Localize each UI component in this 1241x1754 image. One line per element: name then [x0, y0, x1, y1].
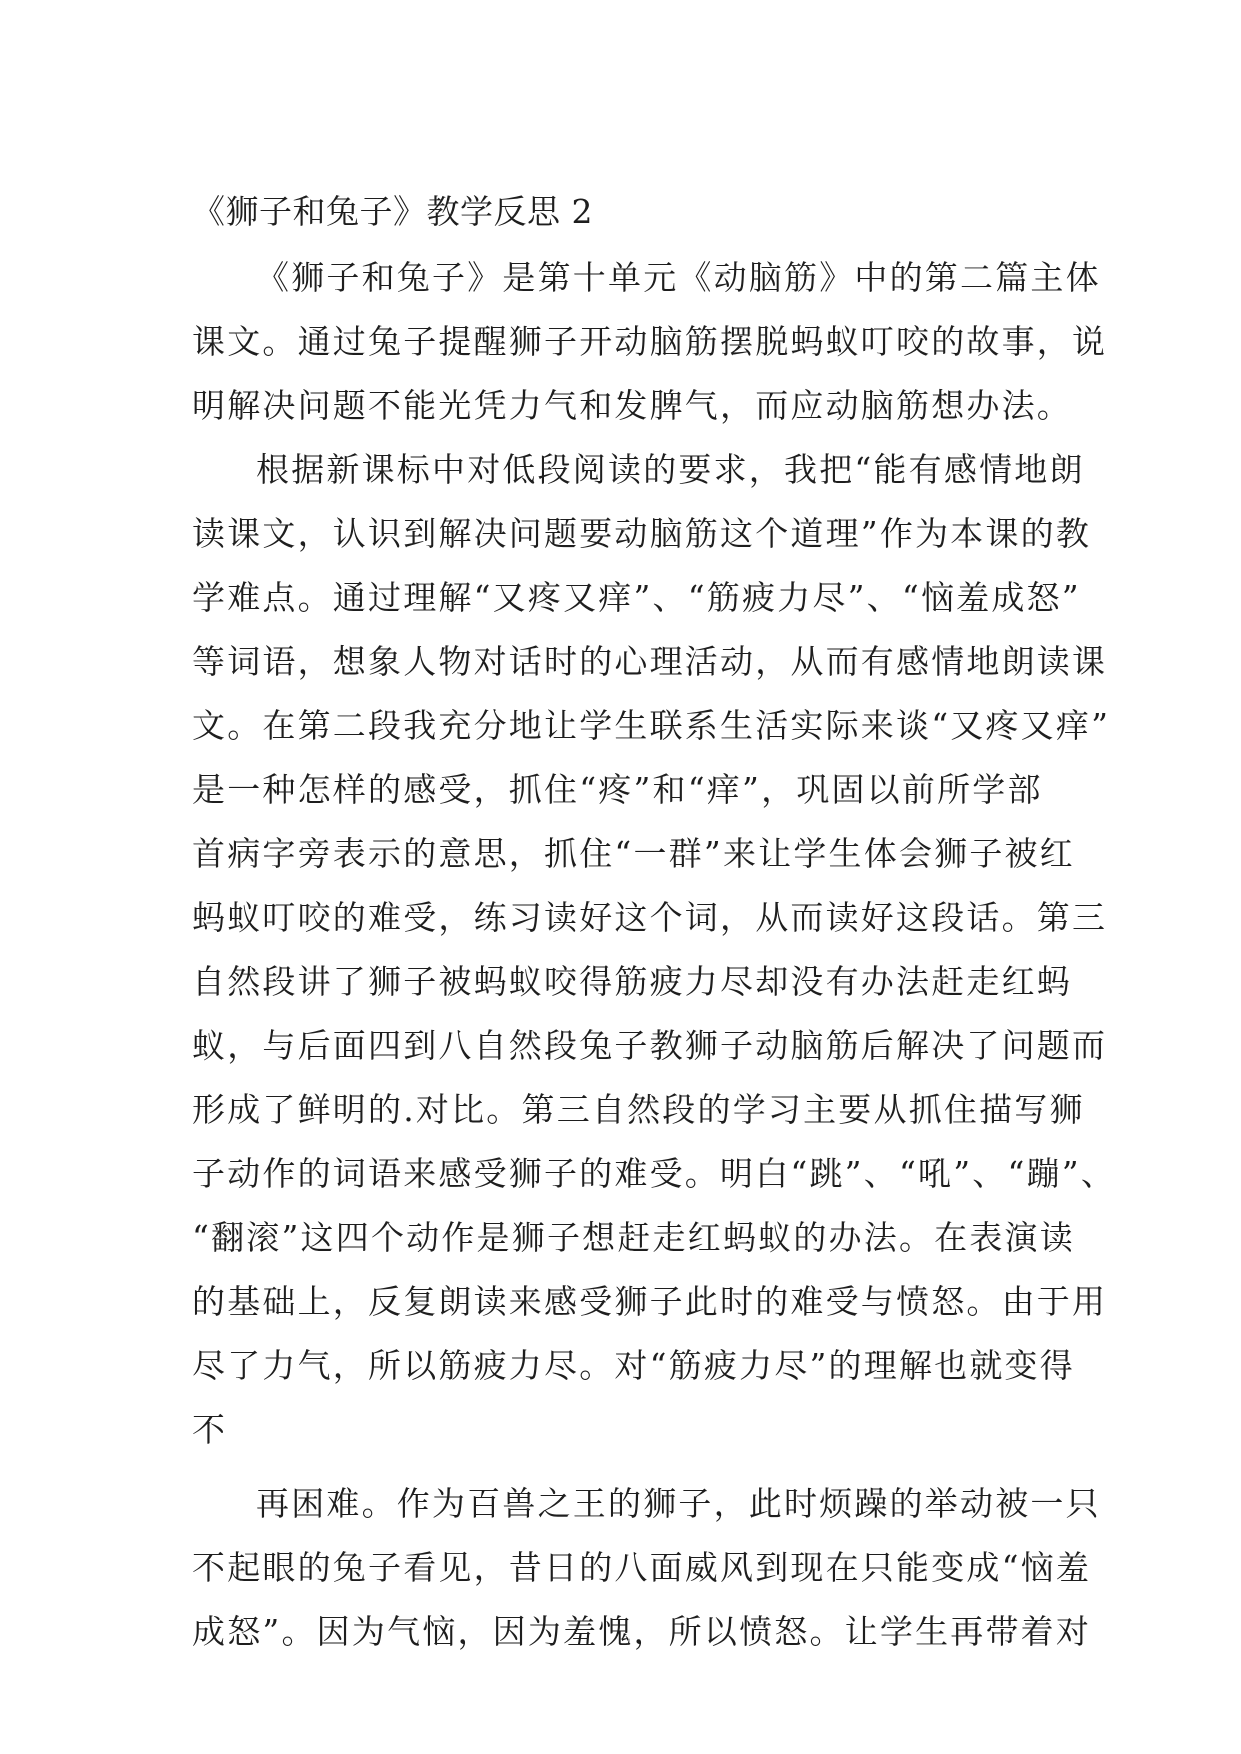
text-line: 的基础上，反复朗读来感受狮子此时的难受与愤怒。由于用	[192, 1282, 1108, 1321]
text-line: 成怒”。因为气恼，因为羞愧，所以愤怒。让学生再带着对	[192, 1612, 1092, 1651]
text-line: 不起眼的兔子看见，昔日的八面威风到现在只能变成“恼羞	[192, 1548, 1092, 1587]
text-line: 尽了力气，所以筋疲力尽。对“筋疲力尽”的理解也就变得	[192, 1346, 1075, 1385]
text-line: 根据新课标中对低段阅读的要求，我把“能有感情地朗	[256, 450, 1085, 489]
text-line: 读课文，认识到解决问题要动脑筋这个道理”作为本课的教	[192, 514, 1092, 553]
text-line: 蚁，与后面四到八自然段兔子教狮子动脑筋后解决了问题而	[192, 1026, 1108, 1065]
text-line: 再困难。作为百兽之王的狮子，此时烦躁的举动被一只	[256, 1484, 1101, 1523]
text-line: 文。在第二段我充分地让学生联系生活实际来谈“又疼又痒”	[192, 706, 1111, 745]
text-line: 蚂蚁叮咬的难受，练习读好这个词，从而读好这段话。第三	[192, 898, 1108, 937]
text-line: 不	[192, 1410, 228, 1449]
text-line: 《狮子和兔子》是第十单元《动脑筋》中的第二篇主体	[256, 258, 1101, 297]
text-line: 首病字旁表示的意思，抓住“一群”来让学生体会狮子被红	[192, 834, 1075, 873]
text-line: 课文。通过兔子提醒狮子开动脑筋摆脱蚂蚁叮咬的故事，说	[192, 322, 1108, 361]
text-line: 等词语，想象人物对话时的心理活动，从而有感情地朗读课	[192, 642, 1108, 681]
document-title: 《狮子和兔子》教学反思 2	[192, 192, 593, 231]
text-line: 明解决问题不能光凭力气和发脾气，而应动脑筋想办法。	[192, 386, 1072, 425]
text-line: 子动作的词语来感受狮子的难受。明白“跳”、“吼”、“蹦”、	[192, 1154, 1117, 1193]
text-line: 是一种怎样的感受，抓住“疼”和“痒”，巩固以前所学部	[192, 770, 1043, 809]
text-line: 自然段讲了狮子被蚂蚁咬得筋疲力尽却没有办法赶走红蚂	[192, 962, 1072, 1001]
text-line: 学难点。通过理解“又疼又痒”、“筋疲力尽”、“恼羞成怒”	[192, 578, 1081, 617]
text-line: “翻滚”这四个动作是狮子想赶走红蚂蚁的办法。在表演读	[192, 1218, 1075, 1257]
text-line: 形成了鲜明的.对比。第三自然段的学习主要从抓住描写狮	[192, 1090, 1085, 1129]
